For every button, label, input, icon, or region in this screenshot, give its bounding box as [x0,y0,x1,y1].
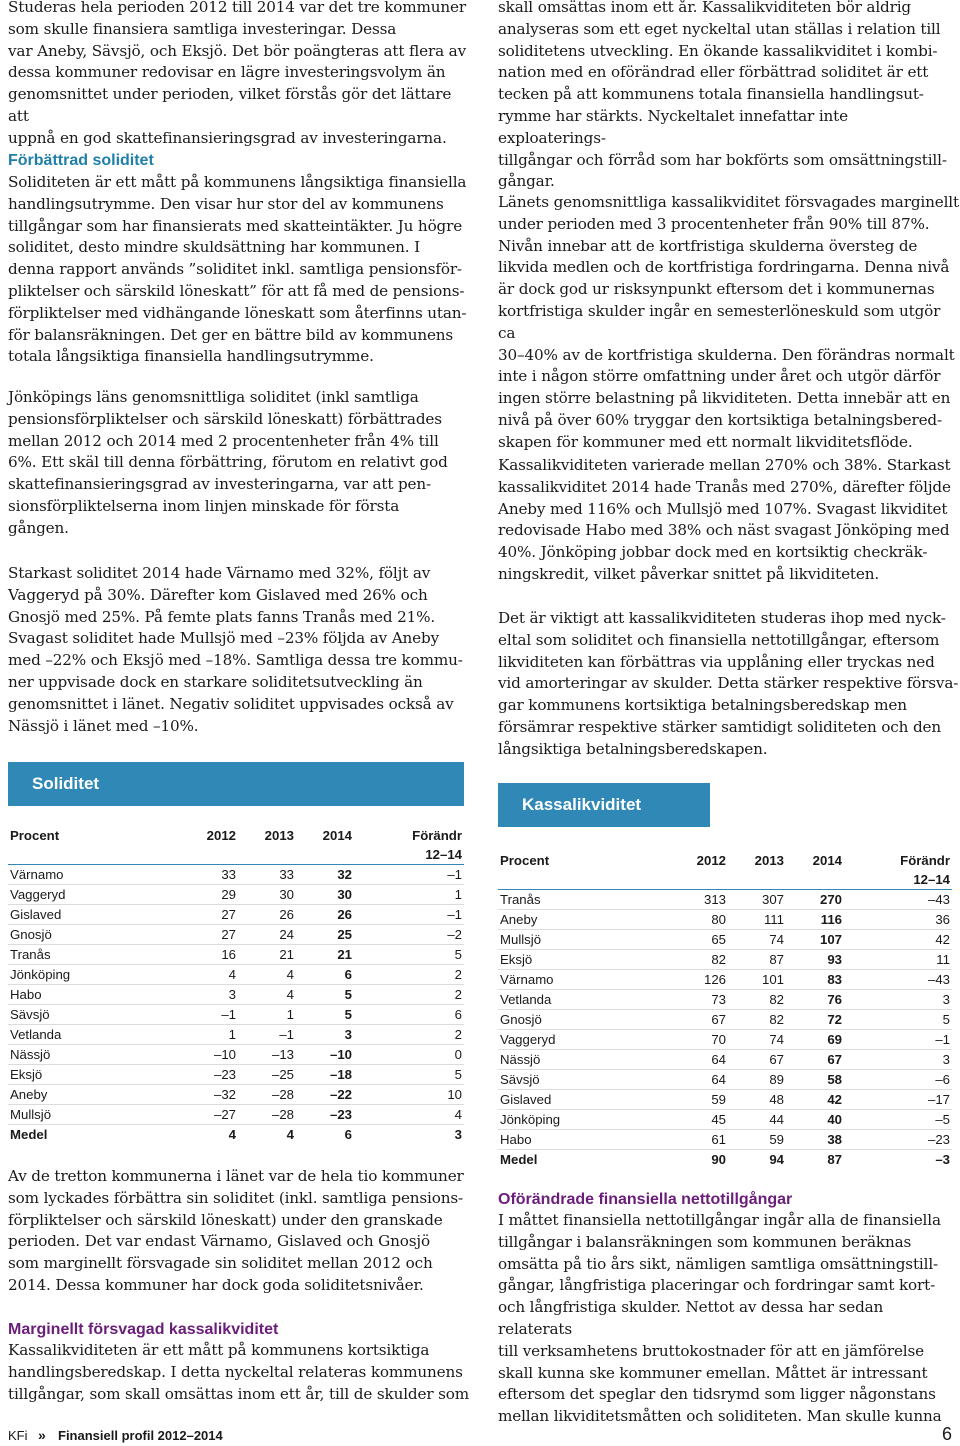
header-2013: 2013 [728,851,786,890]
table-cell: 80 [658,910,728,930]
table-row [498,1050,952,1070]
header-forandring: Förändr 12–14 [354,826,464,865]
table-cell: 67 [786,1050,844,1070]
table-row [8,965,464,985]
municipality-name: Gislaved [8,905,168,925]
table-cell: 42 [844,930,952,950]
municipality-name: Jönköping [498,1110,658,1130]
table-cell: 59 [658,1090,728,1110]
kassa-table-title: Kassalikviditet [498,783,710,827]
table-row [8,1025,464,1045]
municipality-name: Sävsjö [498,1070,658,1090]
table-cell: –18 [296,1065,354,1085]
table-row [8,985,464,1005]
header-2013: 2013 [238,826,296,865]
table-cell: 89 [728,1070,786,1090]
municipality-name: Aneby [8,1085,168,1105]
municipality-name: Vetlanda [8,1025,168,1045]
table-cell: –10 [168,1045,238,1065]
table-cell: 4 [168,1125,238,1145]
table-cell: 3 [168,985,238,1005]
table-cell: 61 [658,1130,728,1150]
table-row [498,1030,952,1050]
kassa-importance-paragraph: Det är viktigt att kassalikviditeten studeras ihop med nyck- eltal som soliditet och finansiella nettotillgångar, eftersom likviditeten kan förbättras via upplåning eller tryckas ned vid amorteringar av skulder. Detta stärker respektive försva- gar kommunens kortsiktiga betalningsberedskap men försämrar respektive stärker samtidigt soliditeten och den långsiktiga betalningsberedskapen. [498,609,959,758]
table-row [498,950,952,970]
municipality-name: Medel [8,1125,168,1145]
municipality-name: Nässjö [8,1045,168,1065]
table-cell: 69 [786,1030,844,1050]
table-cell: 32 [296,865,354,885]
table-cell: 70 [658,1030,728,1050]
table-total-row [8,1125,464,1145]
table-cell: 126 [658,970,728,990]
table-cell: 107 [786,930,844,950]
table-cell: –23 [168,1065,238,1085]
table-cell: 94 [728,1150,786,1170]
table-cell: 33 [238,865,296,885]
heading-kassalikviditet: Marginellt försvagad kassalikviditet [8,1321,279,1338]
table-cell: 42 [786,1090,844,1110]
municipality-name: Gnosjö [498,1010,658,1030]
table-cell: 1 [238,1005,296,1025]
municipality-name: Eksjö [498,950,658,970]
table-cell: 16 [168,945,238,965]
header-procent: Procent [498,851,658,890]
table-cell: –13 [238,1045,296,1065]
table-row [498,930,952,950]
table-row [8,865,464,885]
table-cell: 29 [168,885,238,905]
table-cell: 10 [354,1085,464,1105]
table-cell: 87 [728,950,786,970]
brand-logo: KFi [8,1428,28,1443]
table-cell: 67 [658,1010,728,1030]
table-cell: –3 [844,1150,952,1170]
table-cell: –23 [844,1130,952,1150]
table-row [498,990,952,1010]
table-cell: –1 [844,1030,952,1050]
table-cell: 76 [786,990,844,1010]
intro-paragraph: Studeras hela perioden 2012 till 2014 var det tre kommuner som skulle finansiera samtliga investeringar. Dessa var Aneby, Sävsjö, och Eksjö. Det bör poängteras att flera av dessa kommuner redovisar en lägre investeringsvolym än genomsnittet under perioden, vilket förstås gör det lättare att uppnå en god skattefinansieringsgrad av investeringarna. [8,0,467,147]
soliditet-county-paragraph: Jönköpings läns genomsnittliga soliditet (inkl samtliga pensionsförpliktelser och särskild löneskatt) förbättrades mellan 2012 och 2014 med 2 procentenheter från 4% till 6%. Ett skäl till denna förbättring, förutom en relativt god skattefinansieringsgrad av investeringarna, var att pen- sionsförpliktelserna inom linjen minskade för första gången. [8,388,448,537]
table-cell: 27 [168,905,238,925]
municipality-name: Vaggeryd [8,885,168,905]
table-cell: 26 [238,905,296,925]
table-cell: 3 [296,1025,354,1045]
table-cell: 2 [354,1025,464,1045]
table-cell: 24 [238,925,296,945]
page-footer [8,1424,952,1446]
table-cell: 21 [238,945,296,965]
table-cell: 74 [728,930,786,950]
table-row [498,1130,952,1150]
table-row [8,885,464,905]
table-cell: 4 [238,985,296,1005]
soliditet-definition-paragraph: Soliditeten är ett mått på kommunens långsiktiga finansiella handlingsutrymme. Den visar hur stor del av kommunens tillgångar som har finansierats med skatteintäkter. Ju högre soliditet, desto mindre skuldsättning har kommunen. I denna rapport används ”soliditet inkl. samtliga pensionsför- pliktelser och särskild löneskatt” för att få med de pensions- förpliktelser med vidhängande löneskatt som återfinns utan- för balansräkningen. Det ger en bättre bild av kommunens totala långsiktiga finansiella handlingsutrymme. [8,173,467,366]
table-cell: –28 [238,1105,296,1125]
table-cell: –5 [844,1110,952,1130]
soliditet-table-title: Soliditet [8,762,464,806]
table-cell: 4 [168,965,238,985]
kassalikviditet-intro-paragraph: Kassalikviditeten är ett mått på kommunens kortsiktiga handlingsberedskap. I detta nyckeltal relateras kommunens tillgångar, som skall omsättas inom ett år, till de skulder som [8,1341,469,1403]
nettotillgangar-paragraph: I måttet finansiella nettotillgångar ingår alla de finansiella tillgångar i balansräkningen som kommunen beräknas omsätta på tio års sikt, nämligen samtliga omsättningstill- gångar, långfristiga placeringar och fordringar samt kort- och långfristiga skulder. Nettot av dessa har sedan relaterats till verksamhetens bruttokostnader för att en jämförelse skall kunna ske kommuner emellan. Måttet är intressant eftersom det speglar den tidsrymd som ligger någonstans mellan likviditetsmåtten och soliditeten. Man skulle kunna [498,1211,942,1426]
table-cell: 93 [786,950,844,970]
municipality-name: Värnamo [498,970,658,990]
table-cell: 26 [296,905,354,925]
header-2014: 2014 [786,851,844,890]
table-cell: 59 [728,1130,786,1150]
table-cell: 6 [296,1125,354,1145]
soliditet-summary-paragraph: Av de tretton kommunerna i länet var de hela tio kommuner som lyckades förbättra sin soliditet (inkl. samtliga pensions- förpliktelser och särskild löneskatt) under den granskade perioden. Det var endast Värnamo, Gislaved och Gnosjö som marginellt försvagade sin soliditet mellan 2012 och 2014. Dessa kommuner har dock goda soliditetsnivåer. [8,1167,464,1294]
kassa-table-box [498,783,952,1167]
kassa-county-paragraph: Länets genomsnittliga kassalikviditet försvagades marginellt under perioden med 3 procentenheter från 90% till 87%. Nivån innebar att de kortfristiga skulderna översteg de likvida medlen och de kortfristiga fordringarna. Denna nivå är dock god ur risksynpunkt eftersom det i kommunernas kortfristiga skulder ingår en semesterlöneskuld som utgör ca 30–40% av de kortfristiga skulderna. Den förändras normalt inte i någon större omfattning under året och utgör därför ingen större belastning på likviditeten. Detta innebär att en nivå på över 60% tryggar den kortsiktiga betalningsbered- skapen för kommuner med ett normalt likviditetsflöde. [498,193,959,451]
table-row [498,890,952,910]
table-row [498,1110,952,1130]
municipality-name: Vaggeryd [498,1030,658,1050]
municipality-name: Mullsjö [8,1105,168,1125]
municipality-name: Aneby [498,910,658,930]
municipality-name: Gislaved [498,1090,658,1110]
table-cell: 64 [658,1050,728,1070]
table-cell: 11 [844,950,952,970]
table-cell: –43 [844,970,952,990]
table-cell: –28 [238,1085,296,1105]
municipality-name: Tranås [8,945,168,965]
table-cell: –1 [238,1025,296,1045]
table-header-row [8,826,464,865]
table-cell: 21 [296,945,354,965]
table-cell: 3 [354,1125,464,1145]
table-cell: 6 [296,965,354,985]
table-cell: –23 [296,1105,354,1125]
table-cell: 3 [844,990,952,1010]
table-row [8,905,464,925]
table-cell: 0 [354,1045,464,1065]
table-cell: –22 [296,1085,354,1105]
municipality-name: Medel [498,1150,658,1170]
table-cell: 72 [786,1010,844,1030]
table-cell: 36 [844,910,952,930]
municipality-name: Vetlanda [498,990,658,1010]
table-cell: –1 [168,1005,238,1025]
table-cell: 74 [728,1030,786,1050]
table-total-row [498,1150,952,1170]
municipality-name: Jönköping [8,965,168,985]
table-row [498,1090,952,1110]
table-cell: 307 [728,890,786,910]
municipality-name: Sävsjö [8,1005,168,1025]
table-cell: 82 [728,990,786,1010]
table-cell: 58 [786,1070,844,1090]
table-cell: 6 [354,1005,464,1025]
table-cell: 4 [238,1125,296,1145]
soliditet-table [8,826,464,1144]
table-cell: 1 [168,1025,238,1045]
table-cell: 111 [728,910,786,930]
soliditet-ranking-paragraph: Starkast soliditet 2014 hade Värnamo med 32%, följt av Vaggeryd på 30%. Därefter kom Gislaved med 26% och Gnosjö med 25%. På femte plats fanns Tranås med 21%. Svagast soliditet hade Mullsjö med –23% följda av Aneby med –22% och Eksjö med –18%. Samtliga dessa tre kommu- ner uppvisade dock en starkare soliditetsutveckling än genomsnittet i länet. Negativ soliditet uppvisades också av Nässjö i länet med –10%. [8,564,463,735]
municipality-name: Gnosjö [8,925,168,945]
kassa-range-paragraph: Kassalikviditeten varierade mellan 270% och 38%. Starkast kassalikviditet 2014 hade Tranås med 270%, därefter följde Aneby med 116% och Mullsjö med 107%. Svagast likviditet redovisade Habo med 38% och näst svagast Jönköping med 40%. Jönköping jobbar dock med en kortsiktig checkräk- ningskredit, vilket påverkar snittet på likviditeten. [498,456,951,583]
table-cell: 4 [354,1105,464,1125]
table-cell: 40 [786,1110,844,1130]
table-cell: –25 [238,1065,296,1085]
table-cell: 82 [728,1010,786,1030]
table-row [8,1045,464,1065]
table-cell: 313 [658,890,728,910]
kassa-table [498,851,952,1169]
header-forandring: Förändr 12–14 [844,851,952,890]
table-cell: 270 [786,890,844,910]
header-procent: Procent [8,826,168,865]
table-row [8,1105,464,1125]
header-2014: 2014 [296,826,354,865]
table-cell: 67 [728,1050,786,1070]
table-cell: 87 [786,1150,844,1170]
table-row [498,1010,952,1030]
municipality-name: Nässjö [498,1050,658,1070]
table-cell: 83 [786,970,844,990]
table-row [8,1065,464,1085]
table-cell: –2 [354,925,464,945]
table-cell: 5 [296,1005,354,1025]
table-cell: –6 [844,1070,952,1090]
heading-nettotillgangar: Oförändrade finansiella nettotillgångar [498,1191,793,1208]
table-cell: 90 [658,1150,728,1170]
table-cell: 64 [658,1070,728,1090]
table-cell: –1 [354,865,464,885]
table-row [8,925,464,945]
table-cell: 33 [168,865,238,885]
table-row [8,945,464,965]
table-cell: –43 [844,890,952,910]
chevron-icon: » [38,1427,46,1443]
table-cell: 5 [844,1010,952,1030]
municipality-name: Eksjö [8,1065,168,1085]
footer-title: Finansiell profil 2012–2014 [58,1428,223,1443]
table-cell: –32 [168,1085,238,1105]
table-cell: 27 [168,925,238,945]
table-cell: 73 [658,990,728,1010]
soliditet-table-box [8,762,464,1142]
table-cell: 44 [728,1110,786,1130]
table-cell: –10 [296,1045,354,1065]
table-cell: 30 [238,885,296,905]
table-row [8,1005,464,1025]
page-number: 6 [941,1424,952,1444]
table-row [498,1070,952,1090]
table-cell: 2 [354,965,464,985]
table-cell: 5 [354,945,464,965]
table-cell: 48 [728,1090,786,1110]
table-cell: 3 [844,1050,952,1070]
table-cell: –27 [168,1105,238,1125]
table-header-row [498,851,952,890]
table-cell: 5 [296,985,354,1005]
table-cell: 116 [786,910,844,930]
table-row [498,910,952,930]
table-cell: 65 [658,930,728,950]
kassa-relation-paragraph: skall omsättas inom ett år. Kassalikviditeten bör aldrig analyseras som ett eget nyckeltal utan ställas i relation till soliditetens utveckling. En ökande kassalikviditet i kombi- nation med en oförändrad eller förbättrad soliditet är ett tecken på att kommunens totala finansiella handlingsut- rymme har stärkts. Nyckeltalet innefattar inte exploaterings- tillgångar och förråd som har bokförts som omsättningstill- gångar. [498,0,947,191]
municipality-name: Värnamo [8,865,168,885]
table-cell: 30 [296,885,354,905]
table-cell: 25 [296,925,354,945]
table-cell: 82 [658,950,728,970]
table-cell: 5 [354,1065,464,1085]
table-cell: 1 [354,885,464,905]
table-cell: 4 [238,965,296,985]
header-2012: 2012 [658,851,728,890]
municipality-name: Habo [8,985,168,1005]
heading-soliditet: Förbättrad soliditet [8,152,154,169]
table-cell: 38 [786,1130,844,1150]
municipality-name: Mullsjö [498,930,658,950]
table-cell: 45 [658,1110,728,1130]
table-cell: –17 [844,1090,952,1110]
municipality-name: Habo [498,1130,658,1150]
table-row [8,1085,464,1105]
municipality-name: Tranås [498,890,658,910]
table-cell: 101 [728,970,786,990]
table-cell: 2 [354,985,464,1005]
table-cell: –1 [354,905,464,925]
table-row [498,970,952,990]
header-2012: 2012 [168,826,238,865]
